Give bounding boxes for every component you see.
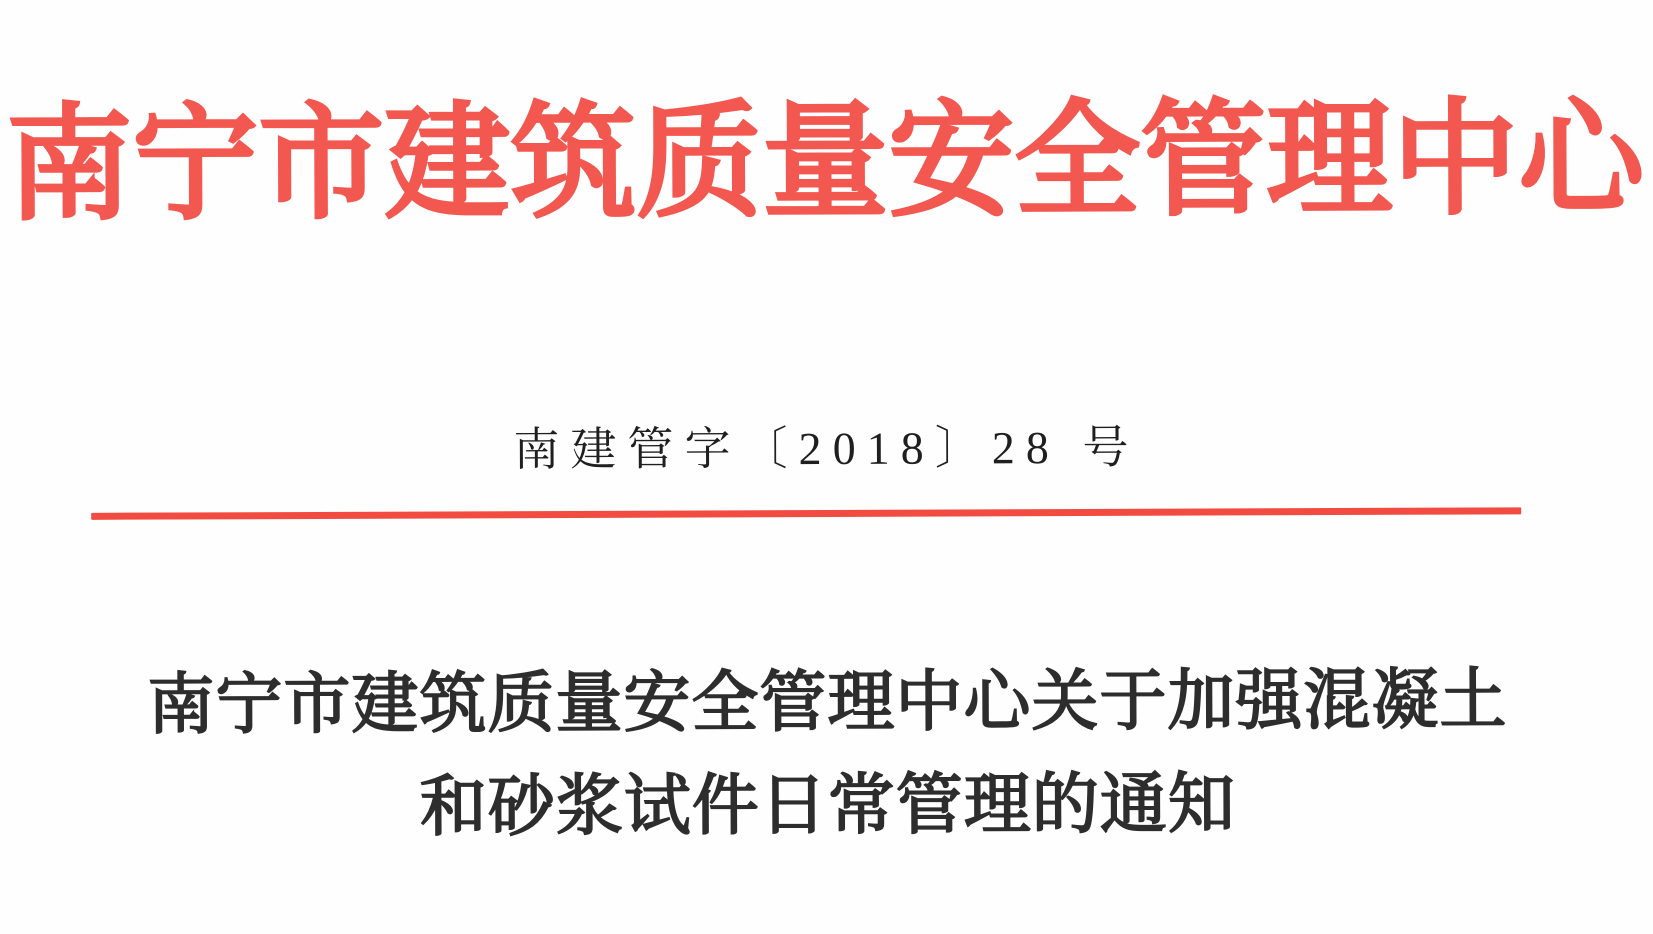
document-title-line2: 和砂浆试件日常管理的通知: [419, 766, 1236, 845]
document-title: [1, 649, 1653, 860]
document-number: 南建管字〔2018〕28 号: [513, 421, 1140, 476]
document-title-line1: 南宁市建筑质量安全管理中心关于加强混凝土: [147, 663, 1508, 743]
letterhead-org-name: 南宁市建筑质量安全管理中心: [6, 90, 1645, 237]
red-divider-line: [91, 507, 1521, 519]
